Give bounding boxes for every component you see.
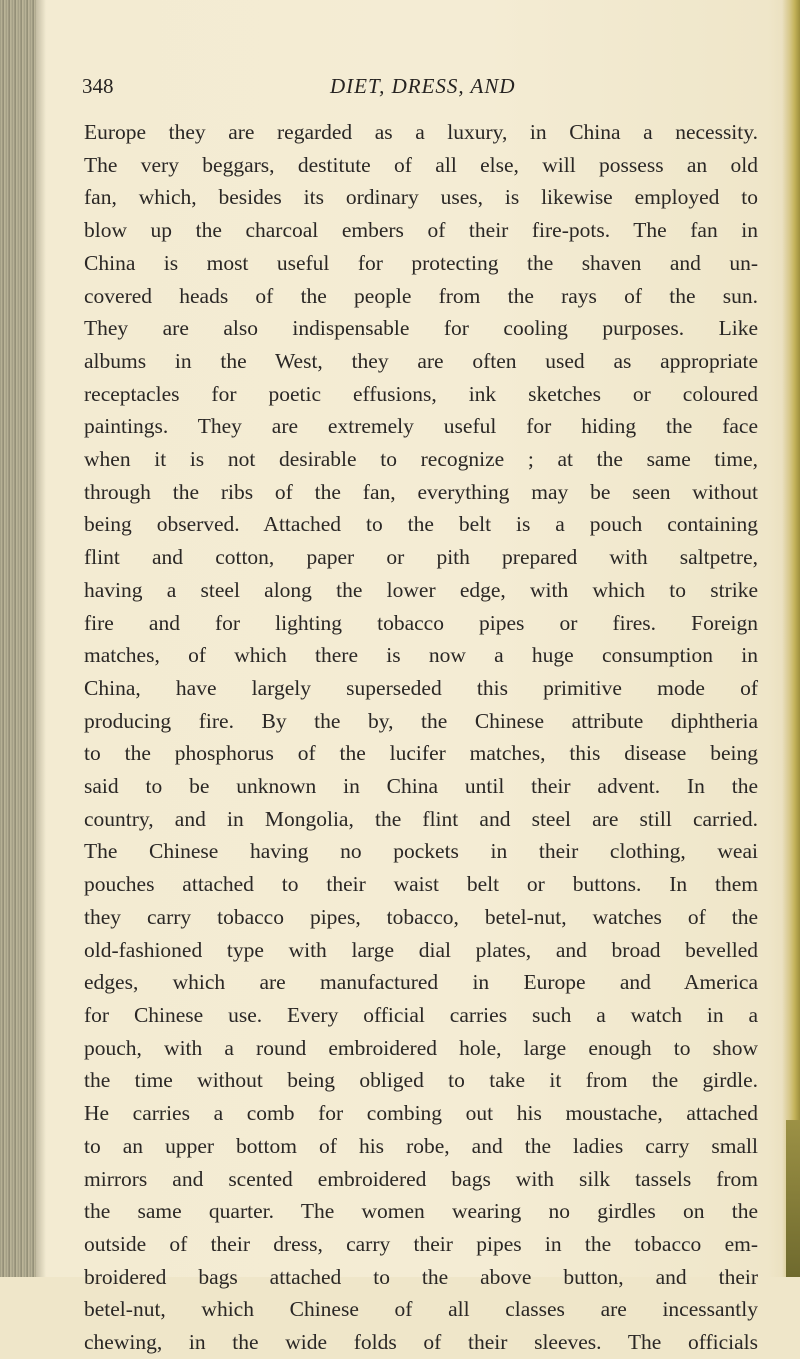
text-line: old-fashioned type with large dial plates, and broad bevelled bbox=[84, 937, 758, 962]
text-line: broidered bags attached to the above button, and their bbox=[84, 1264, 758, 1289]
text-line: betel-nut, which Chinese of all classes are incessantly bbox=[84, 1297, 758, 1322]
text-line: covered heads of the people from the rays of the sun. bbox=[84, 283, 758, 308]
text-line: fire and for lighting tobacco pipes or fires. Foreign bbox=[84, 610, 758, 635]
text-line: outside of their dress, carry their pipes in the tobacco em- bbox=[84, 1231, 758, 1256]
text-line: pouch, with a round embroidered hole, large enough to show bbox=[84, 1035, 758, 1060]
text-line: through the ribs of the fan, everything may be seen without bbox=[84, 479, 758, 504]
text-line: matches, of which there is now a huge consumption in bbox=[84, 643, 758, 668]
text-line: being observed. Attached to the belt is a pouch containing bbox=[84, 512, 758, 537]
text-line: chewing, in the wide folds of their sleeves. The officials bbox=[84, 1330, 758, 1355]
text-line: The Chinese having no pockets in their clothing, weai bbox=[84, 839, 758, 864]
page-number: 348 bbox=[82, 74, 114, 98]
text-line: edges, which are manufactured in Europe and America bbox=[84, 970, 758, 995]
text-line: receptacles for poetic effusions, ink sketches or coloured bbox=[84, 381, 758, 406]
text-line: having a steel along the lower edge, with which to strike bbox=[84, 577, 758, 602]
text-line: the same quarter. The women wearing no girdles on the bbox=[84, 1199, 758, 1224]
text-line: producing fire. By the by, the Chinese attribute diphtheria bbox=[84, 708, 758, 733]
text-line: Europe they are regarded as a luxury, in China a necessity. bbox=[84, 120, 758, 144]
text-line: They are also indispensable for cooling purposes. Like bbox=[84, 316, 758, 341]
page-header bbox=[82, 74, 742, 104]
body-text bbox=[84, 116, 758, 1359]
text-line: China, have largely superseded this primitive mode of bbox=[84, 675, 758, 700]
text-line: mirrors and scented embroidered bags with silk tassels from bbox=[84, 1166, 758, 1191]
text-line: He carries a comb for combing out his moustache, attached bbox=[84, 1101, 758, 1126]
text-line: The very beggars, destitute of all else, will possess an old bbox=[84, 152, 758, 177]
text-line: country, and in Mongolia, the flint and steel are still carried. bbox=[84, 806, 758, 831]
text-line: China is most useful for protecting the shaven and un- bbox=[84, 250, 758, 275]
text-line: when it is not desirable to recognize ; at the same time, bbox=[84, 447, 758, 472]
text-line: pouches attached to their waist belt or buttons. In them bbox=[84, 872, 758, 897]
text-line: paintings. They are extremely useful for hiding the face bbox=[84, 414, 758, 439]
text-line: albums in the West, they are often used as appropriate bbox=[84, 348, 758, 373]
page-fore-edge bbox=[782, 0, 800, 1277]
text-line: blow up the charcoal embers of their fire-pots. The fan in bbox=[84, 218, 758, 243]
text-line: for Chinese use. Every official carries such a watch in a bbox=[84, 1002, 758, 1027]
text-line: fan, which, besides its ordinary uses, is likewise employed to bbox=[84, 185, 758, 210]
page-fore-edge-shadow bbox=[786, 1120, 800, 1277]
running-head: DIET, DRESS, AND bbox=[330, 74, 516, 98]
binding-gutter bbox=[0, 0, 36, 1277]
text-line: to an upper bottom of his robe, and the ladies carry small bbox=[84, 1133, 758, 1158]
text-line: flint and cotton, paper or pith prepared with saltpetre, bbox=[84, 545, 758, 570]
text-line: said to be unknown in China until their advent. In the bbox=[84, 774, 758, 799]
text-line: to the phosphorus of the lucifer matches, this disease being bbox=[84, 741, 758, 766]
text-line: they carry tobacco pipes, tobacco, betel-nut, watches of the bbox=[84, 904, 758, 929]
text-line: the time without being obliged to take it from the girdle. bbox=[84, 1068, 758, 1093]
